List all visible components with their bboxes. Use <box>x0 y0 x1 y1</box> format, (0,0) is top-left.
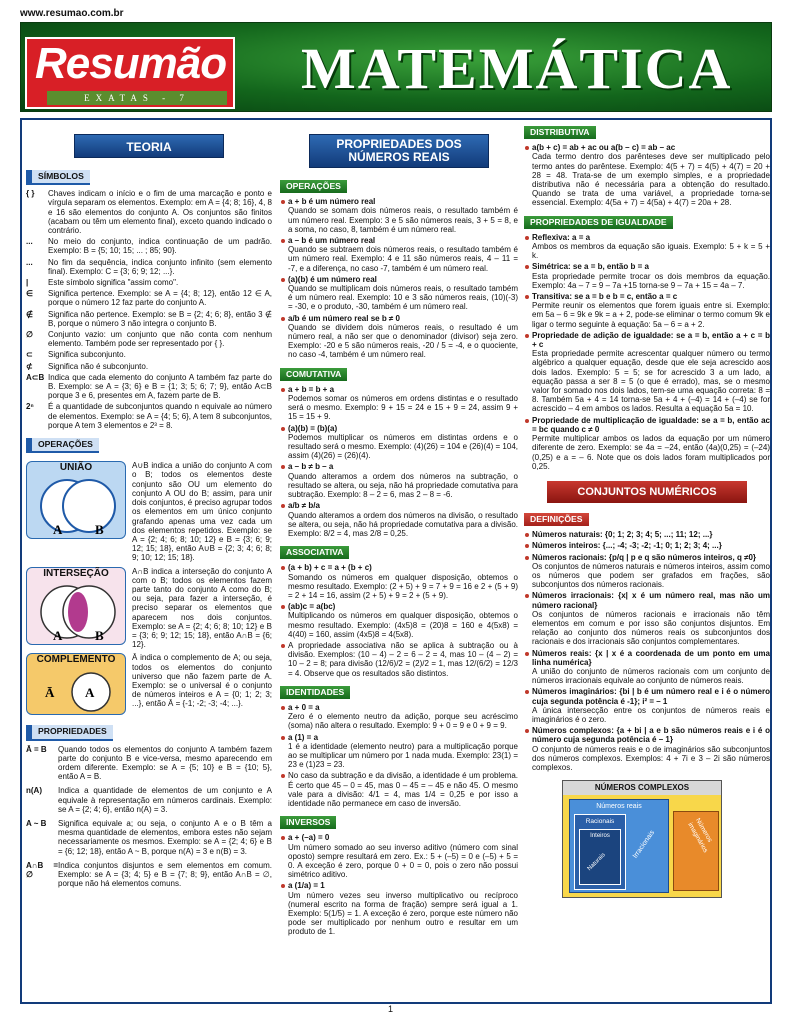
item-text: Quando se dividem dois números reais, o resultado é um número real, a não ser que o denominador (divisor) seja zero. Exemplo: -20 e 5 são números reais, -20 / 5 = -4, e o quociente, no caso -4, também é um número real. <box>288 322 518 360</box>
symbol-description: No fim da sequência, indica conjunto infinito (sem elemento final). Exemplo: C = {3; 6; 9; 12; ...}. <box>48 257 272 276</box>
cn-inteiros-box <box>579 829 621 885</box>
section-item <box>280 275 518 312</box>
section-tab: IDENTIDADES <box>280 686 350 699</box>
item-text: Esta propriedade permite acrescentar qualquer número ou termo algébrico a qualquer equação, desde que ele seja acrescido aos dois lados. Exemplo: 5 = 5; se for acrescido 3 a um lado, a equação passa a ser 8 = 5 (o que é errado), mas, se o mesmo valor for somado nos dois lados, tem-se uma equação correta: 8 = 8. Também 5a + 4 = 14 torna-se 5a + 4 + (–4) = 14 + (–4) se for acrescido – 4 em ambos os lados. Resulta a equação 5a = 10. <box>532 349 770 414</box>
item-text: Podemos multiplicar os números em distintas ordens e o resultado será o mesmo. Exemplo: (4)(26) = 104 e (26)(4) = 104, assim (4)(26) = (26)(4). <box>288 432 518 461</box>
item-heading: a + 0 = a <box>288 702 320 712</box>
property-symbol: Ā = B <box>26 744 47 754</box>
property-symbol: n(A) <box>26 786 42 796</box>
definition-item <box>524 726 770 772</box>
section-tab: INVERSOS <box>280 816 336 829</box>
symbol-description: Indica que cada elemento do conjunto A também faz parte do B. Exemplo: se A = {3; 6} e B = {1; 3; 5; 6; 7; 9}, então A⊂B porque 3 e 6, presentes em A, fazem parte de B. <box>48 372 272 401</box>
complemento-circle <box>27 654 127 716</box>
intersecao-circles <box>27 568 127 646</box>
cn-racionais-box <box>574 814 626 890</box>
section-item <box>280 197 518 234</box>
svg-text:A: A <box>85 685 95 701</box>
logo-subtitle: EXATAS - 7 <box>47 91 227 105</box>
property-description: Indica a quantidade de elementos de um conjunto e A equivale à representação em números cardinais. Exemplo: se A = {2; 4; 6}, então n(A) = 3. <box>58 786 272 814</box>
uniao-label: UNIÃO <box>59 462 93 474</box>
property-description: Significa equivale a; ou seja, o conjunto A e o B têm a mesma quantidade de elementos, embora estes não sejam necessariamente os mesmos. Exemplo: se A = {2; 4; 6} e B = {6; 12; 18}, então A ~ B, porque n(A) = 3 e n(B) = 3. <box>58 818 272 856</box>
symbol-row <box>26 289 272 307</box>
symbol-description: É a quantidade de subconjuntos quando n equivale ao número de elementos. Exemplo: se A = {4; 5; 6}, A tem 8 subconjuntos, porque A tem 3 elementos e 2³ = 8. <box>48 402 272 430</box>
page-title: MATEMÁTICA <box>301 36 733 101</box>
definition-item <box>524 530 770 539</box>
complemento-venn-diagram <box>26 653 126 715</box>
uniao-block <box>26 461 272 562</box>
item-text: Quando alteramos a ordem dos números na subtração, o resultado se altera, ou seja, não há propriedade comutativa para subtração. Exemplo: 8 – 2 = 6, mas 2 – 8 = -6. <box>288 471 518 500</box>
cn-title: NÚMEROS COMPLEXOS <box>563 781 721 795</box>
symbol-description: Significa não é subconjunto. <box>48 361 149 371</box>
section-item <box>280 501 518 538</box>
definition-text: Os conjuntos de números racionais e irracionais não têm elementos em comum e por isso são conjuntos disjuntos. Em relação ao conjunto dos números reais os subconjuntos dos racionais e dos irracionais são conjuntos complementares. <box>532 609 770 647</box>
intersecao-venn-diagram <box>26 567 126 645</box>
definicoes-list <box>524 530 770 772</box>
symbol: A⊂B <box>26 372 45 382</box>
uniao-circles <box>27 462 127 540</box>
item-heading: a/b é um número real se b ≠ 0 <box>288 313 400 323</box>
symbol-row <box>26 258 272 276</box>
symbol-description: Chaves indicam o início e o fim de uma marcação e ponto e vírgula separam os elementos. Exemplo: em A = {4; 8; 16}, 4, 8 e 16 são elementos do conjunto A. Os conjuntos são finitos (acabam ou têm um elemento final), exceto quando indicado o contrário. <box>48 189 272 236</box>
item-heading: a – b ≠ b – a <box>288 462 334 472</box>
item-text: Ambos os membros da equação são iguais. Exemplo: 5 + k = 5 + k. <box>532 242 770 261</box>
teoria-heading: TEORIA <box>74 134 224 158</box>
section-item <box>280 833 518 879</box>
property-symbol: A ~ B <box>26 818 47 828</box>
item-text: Cada termo dentro dos parênteses deve ser multiplicado pelo termo antes do parêntese. Exemplo: 4(5 + 7) = 4(5) + 4(7) = 20 + 28 = 48. Trata-se de um exemplo simples, e a propriedade distributiva não é necessária para a obtenção do resultado. Quando se trata de uma variável, a propriedade torna-se essencial. Exemplo: 4(5a + 7) = 4(5a) + 4(7) = 20a + 28. <box>532 152 770 208</box>
item-heading: Propriedade de multiplicação de igualdade: se a = b, então ac = bc quando c ≠ 0 <box>532 415 770 434</box>
item-heading: Simétrica: se a = b, então b = a <box>532 262 649 272</box>
section-item <box>280 424 518 461</box>
cn-inteiros: Inteiros <box>590 833 610 840</box>
symbol-row <box>26 189 272 235</box>
definition-heading: Números inteiros: {...; -4; -3; -2; -1; 0; 1; 2; 3; 4; ...} <box>532 541 722 551</box>
section-item <box>280 385 518 422</box>
complemento-text: Ā indica o complemento de A; ou seja, todos os elementos do conjunto universo que não fazem parte de A. Exemplo: se o universal é o conjunto de números inteiros e A = {0; 1; 2; 3; ...}, então Ā = {-1; -2; -3; -4; ...}. <box>132 653 272 709</box>
igualdade-sections <box>524 120 770 471</box>
item-text: No caso da subtração e da divisão, a identidade é um problema. É certo que 45 – 0 = 45, mas 0 – 45 = – 45 e não 45. O mesmo vale para a divisão: 4/1 = 4, mas 1/4 = 0,25 e por isso a identidade não permanece em caso de inversão. <box>288 771 518 808</box>
symbol-row <box>26 310 272 328</box>
item-text: Multiplicando os números em qualquer disposição, obtemos o mesmo resultado. Exemplo: (4x5)8 = (20)8 = 160 e 4(5x8) = 4(40) = 160, assim (4x5)8 = 4(5x8). <box>288 611 518 639</box>
svg-text:Ā: Ā <box>45 685 55 701</box>
symbol-row <box>26 373 272 401</box>
symbol: | <box>26 278 29 288</box>
section-item <box>280 236 518 273</box>
symbol: ∈ <box>26 289 33 299</box>
item-text: Quando se somam dois números reais, o resultado também é um número real. Exemplo: 3 e 5 são números reais, 3 + 5 = 8, e a soma, no caso, 8, também é um número real. <box>288 206 518 234</box>
symbol: 2ⁿ <box>26 402 34 412</box>
property-row <box>26 861 272 889</box>
section-item <box>280 563 518 600</box>
symbol: ⊄ <box>26 361 33 371</box>
uniao-text: A∪B indica a união do conjunto A com o B; todos os elementos deste conjunto são OU um elemento do conjunto A OU do B; assim, para unir dois conjuntos, é preciso agrupar todos os elementos em um único conjunto grafando apenas uma vez cada um dos elementos repetidos. Exemplo: se A = {2; 4; 6; 8; 10; 12} e B = {3; 6; 9; 12; 15; 18}, então A∪B = {2; 3; 4; 6; 8; 9; 10; 12; 15; 18}. <box>132 461 272 563</box>
complemento-block <box>26 653 272 715</box>
cn-irracionais: Irracionais <box>631 829 657 860</box>
logo-word: Resumão <box>35 39 227 88</box>
section-tab: COMUTATIVA <box>280 368 347 381</box>
section-item <box>280 602 518 639</box>
column-propriedades-reais <box>280 120 518 939</box>
item-heading: a/b ≠ b/a <box>288 501 320 511</box>
item-text: Podemos somar os números em ordens distintas e o resultado será o mesmo. Exemplo: 9 + 15 = 24 e 15 + 9 = 24, assim 9 + 15 = 15 + 9. <box>288 394 518 422</box>
definition-item <box>524 687 770 724</box>
section-item <box>524 143 770 207</box>
column-distributiva-conjuntos <box>524 120 770 898</box>
item-heading: Propriedade de adição de igualdade: se a = b, então a + c = b + c <box>532 330 770 350</box>
cn-reais: Números reais <box>596 803 642 811</box>
cn-imaginarios-box <box>673 811 719 891</box>
propriedades-list <box>26 745 272 889</box>
section-tab: OPERAÇÕES <box>280 180 347 193</box>
item-text: Permite multiplicar ambos os lados da equação por um número diferente de zero. Exemplo: se 4a = –24, então (4a)(0,25) = (–24)(0,25) e a = – 6. Note que os dois lados foram multiplicados por 0,25. <box>532 434 770 471</box>
symbol: ∉ <box>26 309 33 319</box>
column-teoria <box>26 120 272 893</box>
item-text: A propriedade associativa não se aplica à subtração ou à divisão. Exemplos: (10 – 4) – 2 = 6 – 2 = 4, mas 10 – (4 – 2) = 10 – 2 = 8; para divisão (12/6)/2 = (2)/2 = 1, mas 12/(6/2) = 12/3 = 4. Observe que os resultados são distintos. <box>288 640 518 678</box>
symbol-description: Significa pertence. Exemplo: se A = {4; 8; 12}, então 12 ∈ A, porque o número 12 faz parte do conjunto A. <box>48 289 272 308</box>
symbol-row <box>26 237 272 255</box>
definition-heading: Números complexos: {a + bi | a e b são números reais e i é o número cuja segunda potência é – 1} <box>532 726 770 745</box>
section-item <box>524 292 770 329</box>
symbol-description: Significa subconjunto. <box>48 350 126 360</box>
header-banner <box>20 22 772 112</box>
resumao-logo <box>25 37 235 109</box>
definition-heading: Números reais: {x | x é a coordenada de um ponto em uma linha numérica} <box>532 648 770 667</box>
operacoes-tab: OPERAÇÕES <box>26 438 99 453</box>
symbol-row <box>26 350 272 359</box>
propriedades-tab: PROPRIEDADES <box>26 725 113 740</box>
section-item <box>280 733 518 770</box>
section-item <box>280 314 518 360</box>
item-text: Somando os números em qualquer disposição, obtemos o mesmo resultado. Exemplo: (2 + 5) + 9 = 7 + 9 = 16 e 2 + (5 + 9) = 2 + 14 = 16, assim (2 + 5) + 9 = 2 + (5 + 9). <box>288 572 518 600</box>
item-text: Quando se subtraem dois números reais, o resultado também é um número real. Exemplo: 4 e 11 são números reais, 4 – 11 = -7, e a diferença, no caso -7, também é um número real. <box>288 245 518 273</box>
definition-text: A união do conjunto de números racionais com um conjunto de números irracionais equivale ao conjunto de números reais. <box>532 666 770 686</box>
svg-text:B: B <box>95 627 104 643</box>
item-text: Esta propriedade permite trocar os dois membros da equação. Exemplo: 4a – 7 = 9 – 7a +15 torna-se 9 – 7a + 15 = 4a – 7. <box>532 271 770 290</box>
symbol: ... <box>26 257 33 267</box>
definition-item <box>524 541 770 550</box>
item-heading: a + b = b + a <box>288 384 335 394</box>
symbol-description: No meio do conjunto, indica continuação de um padrão. Exemplo: B = {5; 10; 15; ... ; 85; 90}. <box>48 237 272 256</box>
item-text: 1 é a identidade (elemento neutro) para a multiplicação porque ao se multiplicar um número por 1 nada muda. Exemplo: 23(1) = 23 e (1)23 = 23. <box>288 741 518 770</box>
svg-text:A: A <box>53 627 63 643</box>
uniao-venn-diagram <box>26 461 126 539</box>
section-item <box>524 233 770 261</box>
section-tab: DISTRIBUTIVA <box>524 126 596 139</box>
page-number: 1 <box>388 1004 394 1014</box>
site-url[interactable]: www.resumao.com.br <box>20 8 124 19</box>
property-symbol: A∩B = ∅ <box>26 860 58 879</box>
section-item <box>280 641 518 678</box>
cn-racionais: Racionais <box>585 818 615 826</box>
item-heading: a + b é um número real <box>288 197 376 207</box>
definition-heading: Números imaginários: {bi | b é um número real e i é o número cuja segunda potência é -1}; i² = – 1 <box>532 687 770 706</box>
section-item <box>524 262 770 290</box>
item-text: Quando se multiplicam dois números reais, o resultado também é um número real. Exemplo: 10 e 3 são números reais, (10)(-3) = -30, e o produto, -30, também é um número real. <box>288 284 518 312</box>
item-heading: a (1) = a <box>288 732 319 742</box>
svg-text:B: B <box>95 522 104 538</box>
symbol-row <box>26 278 272 287</box>
cn-naturais: Naturais <box>586 852 607 873</box>
definition-text: Os conjuntos de números naturais e números inteiros, assim como os números que podem ser grafados em frações, são subconjuntos dos números racionais. <box>532 561 770 590</box>
symbol-description: Conjunto vazio: um conjunto que não conta com nenhum elemento. Também pode ser representado por { }. <box>48 330 272 349</box>
item-heading: (a)(b) é um número real <box>288 274 377 284</box>
item-heading: a(b + c) = ab + ac ou a(b – c) = ab – ac <box>532 143 676 153</box>
definicoes-tab: DEFINIÇÕES <box>524 513 589 526</box>
propriedades-reais-sections <box>280 174 518 937</box>
item-heading: Transitiva: se a = b e b = c, então a = c <box>532 292 678 302</box>
section-item <box>524 331 770 414</box>
section-item <box>280 703 518 731</box>
item-text: Um número vezes seu inverso multiplicativo ou recíproco (numeral escrito na forma de fração) sempre será igual a 1. Exemplo: 5(1/5) = 1. A exceção é zero, porque este número não pode ser multiplicado por nenhum outro e resultar em um produto de 1. <box>288 890 518 937</box>
intersecao-block <box>26 567 272 650</box>
symbol: { } <box>26 189 35 199</box>
definition-heading: Números naturais: {0; 1; 2; 3; 4; 5; ...; 11; 12; ...} <box>532 530 713 540</box>
symbol-row <box>26 330 272 348</box>
symbol: ... <box>26 237 33 247</box>
definition-item <box>524 591 770 646</box>
cn-reais-box <box>569 799 669 893</box>
item-text: Permite reunir os elementos que forem iguais entre si. Exemplo: em 5a – 6 = 9k e 9k = a + 2, pode-se eliminar o termo comum 9k e ligar o termo seguinte à equação: 5a – 6 = a + 2. <box>532 301 770 329</box>
svg-text:A: A <box>53 522 63 538</box>
symbol: ∅ <box>26 330 33 340</box>
item-heading: a – b é um número real <box>288 236 376 246</box>
property-row <box>26 819 272 856</box>
symbol-row <box>26 362 272 371</box>
item-text: Zero é o elemento neutro da adição, porque seu acréscimo (soma) não altera o resultado. Exemplo: 9 + 0 = 9 e 0 + 9 = 9. <box>288 712 518 731</box>
intersecao-text: A∩B indica a interseção do conjunto A com o B; todos os elementos fazem parte tanto do conjunto A como do B; ou seja, para fazer a interseção, é preciso separar os elementos que aparecem nos dois conjuntos. Exemplo: se A = {2; 4; 6; 8; 10; 12} e B = {3; 6; 9; 12; 15; 18}, então A∩B = {6; 12}. <box>132 566 272 650</box>
conjuntos-numericos-heading: CONJUNTOS NUMÉRICOS <box>547 481 747 503</box>
definition-heading: Números irracionais: {x| x é um número real, mas não um número racional} <box>532 591 770 610</box>
section-item <box>280 881 518 936</box>
symbols-list <box>26 189 272 430</box>
complemento-label: COMPLEMENTO <box>36 654 116 666</box>
definition-item <box>524 553 770 590</box>
property-description: Quando todos os elementos do conjunto A também fazem parte do conjunto B e vice-versa, mesmo aparecendo em ordem diferente. Exemplo: se A = {5; 10} e B = {10; 5}, então A = B. <box>58 744 272 782</box>
property-row <box>26 786 272 814</box>
numeros-complexos-diagram <box>562 780 722 898</box>
item-heading: (a)(b) = (b)(a) <box>288 423 338 433</box>
symbol-description: Significa não pertence. Exemplo: se B = {2; 4; 6; 8}, então 3 ∉ B, porque o número 3 não integra o conjunto B. <box>48 309 272 328</box>
definition-item <box>524 649 770 686</box>
definition-text: O conjunto de números reais e o de imaginários são subconjuntos dos números complexos. Exemplos: 4 + 7i e 3 – 2i são números complexos. <box>532 744 770 772</box>
symbol-row <box>26 402 272 430</box>
simbolos-tab: SÍMBOLOS <box>26 170 90 185</box>
item-heading: (ab)c = a(bc) <box>288 602 336 612</box>
item-text: Um número somado ao seu inverso aditivo (número com sinal oposto) sempre resultará em zero. Ex.: 5 + (–5) = 0 e (–5) + 5 = 0. A exceção é zero, porque 0 + 0 = 0, pois o zero não possui simétrico aditivo. <box>288 842 518 880</box>
item-heading: a + (–a) = 0 <box>288 833 330 843</box>
symbol: ⊂ <box>26 350 33 360</box>
definition-heading: Números racionais: {p/q | p e q são números inteiros, q ≠0} <box>532 552 757 562</box>
section-item <box>280 771 518 808</box>
symbol-description: Este símbolo significa "assim como". <box>48 278 179 288</box>
intersecao-label: INTERSEÇÃO <box>43 567 109 579</box>
propriedades-reais-heading: PROPRIEDADES DOS NÚMEROS REAIS <box>309 134 489 168</box>
section-tab: PROPRIEDADES DE IGUALDADE <box>524 216 673 229</box>
section-item <box>524 416 770 471</box>
section-item <box>280 462 518 499</box>
item-heading: a (1/a) = 1 <box>288 881 325 891</box>
property-row <box>26 745 272 782</box>
item-heading: (a + b) + c = a + (b + c) <box>288 563 372 573</box>
cn-imaginarios: Números imaginários <box>686 817 714 855</box>
definition-text: A única intersecção entre os conjuntos de números reais e imaginários é o zero. <box>532 705 770 724</box>
item-heading: Reflexiva: a = a <box>532 232 591 242</box>
item-text: Quando alteramos a ordem dos números na divisão, o resultado se altera, ou seja, não há propriedade comutativa para a divisão. Exemplo: 8/2 = 4, mas 2/8 = 0,25. <box>288 510 518 538</box>
section-tab: ASSOCIATIVA <box>280 546 349 559</box>
property-description: Indica conjuntos disjuntos e sem elementos em comum. Exemplo: se A = {3; 4; 5} e B = {7; 8; 9}, então A∩B = ∅, porque não há elementos comuns. <box>58 860 272 889</box>
